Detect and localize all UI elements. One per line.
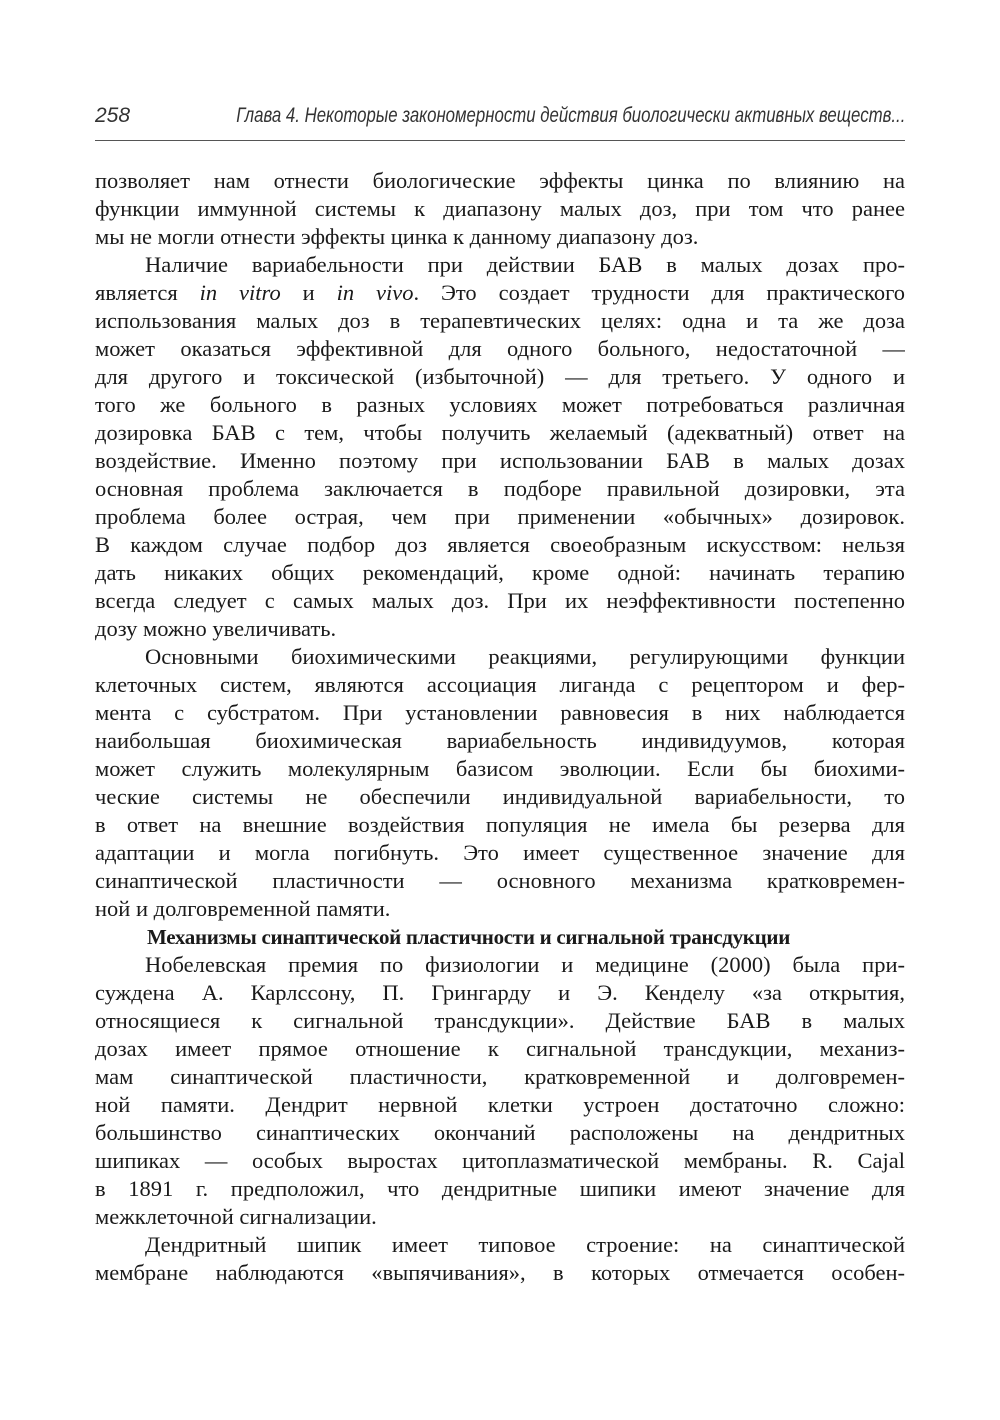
paragraph: [95, 1231, 905, 1287]
text-line: воздействие. Именно поэтому при использовании БАВ в малых дозах: [95, 448, 905, 473]
text-span: является: [95, 280, 200, 305]
text-line: того же больного в разных условиях может потребоваться различная: [95, 392, 905, 417]
page-body: [95, 167, 905, 1287]
text-line: дать никаких общих рекомендаций, кроме одной: начинать терапию: [95, 560, 905, 585]
page-number: 258: [95, 104, 131, 127]
text-line: проблема более острая, чем при применении «обычных» дозировок.: [95, 504, 905, 529]
italic-term: in vivo: [336, 280, 414, 305]
paragraph: [95, 951, 905, 1231]
text-line: клеточных систем, являются ассоциация лиганда с рецептором и фер-: [95, 672, 905, 697]
text-line: в ответ на внешние воздействия популяция не имела бы резерва для: [95, 812, 905, 837]
text-line: межклеточной сигнализации.: [95, 1204, 377, 1229]
text-line: [95, 279, 905, 307]
paragraph: [95, 643, 905, 923]
text-line: может служить молекулярным базисом эволюции. Если бы биохими-: [95, 756, 905, 781]
text-line: в 1891 г. предположил, что дендритные шипики имеют значение для: [95, 1176, 905, 1201]
text-line: ной и долговременной памяти.: [95, 896, 391, 921]
text-line: Основными биохимическими реакциями, регулирующими функции: [145, 644, 905, 669]
text-line: наибольшая биохимическая вариабельность индивидуумов, которая: [95, 728, 905, 753]
text-span: и: [280, 280, 337, 305]
text-line: мента с субстратом. При установлении равновесия в них наблюдается: [95, 700, 905, 725]
running-title: Глава 4. Некоторые закономерности действия биологически активных веществ...: [235, 104, 905, 127]
text-line: Механизмы синаптической пластичности и сигнальной трансдукции: [147, 925, 790, 949]
text-line: использования малых доз в терапевтических целях: одна и та же доза: [95, 308, 905, 333]
text-line: основная проблема заключается в подборе правильной дозировки, эта: [95, 476, 905, 501]
text-line: синаптической пластичности — основного механизма кратковремен-: [95, 868, 905, 893]
text-line: адаптации и могла погибнуть. Это имеет существенное значение для: [95, 840, 905, 865]
text-line: функции иммунной системы к диапазону малых доз, при том что ранее: [95, 196, 905, 221]
text-line: мам синаптической пластичности, кратковременной и долговремен-: [95, 1064, 905, 1089]
section-heading: [95, 923, 905, 951]
running-header: [95, 104, 905, 134]
paragraph: [95, 167, 905, 251]
text-line: Нобелевская премия по физиологии и медицине (2000) была при-: [145, 952, 905, 977]
text-line: для другого и токсической (избыточной) — для третьего. У одного и: [95, 364, 905, 389]
paragraph: [95, 251, 905, 643]
text-line: дозах имеет прямое отношение к сигнальной трансдукции, механиз-: [95, 1036, 905, 1061]
text-line: дозировка БАВ с тем, чтобы получить желаемый (адекватный) ответ на: [95, 420, 905, 445]
text-line: мы не могли отнести эффекты цинка к данному диапазону доз.: [95, 224, 699, 249]
text-line: ческие системы не обеспечили индивидуальной вариабельности, то: [95, 784, 905, 809]
text-line: дозу можно увеличивать.: [95, 616, 337, 641]
text-line: суждена А. Карлссону, П. Грингарду и Э. Кенделу «за открытия,: [95, 980, 905, 1005]
text-span: . Это создает трудности для практического: [413, 280, 905, 305]
text-line: Дендритный шипик имеет типовое строение: на синаптической: [145, 1232, 905, 1257]
text-line: позволяет нам отнести биологические эффекты цинка по влиянию на: [95, 168, 905, 193]
text-line: ной памяти. Дендрит нервной клетки устроен достаточно сложно:: [95, 1092, 905, 1117]
text-line: Наличие вариабельности при действии БАВ в малых дозах про-: [145, 252, 905, 277]
text-line: мембране наблюдаются «выпячивания», в которых отмечается особен-: [95, 1260, 905, 1285]
italic-term: in vitro: [199, 280, 281, 305]
text-line: шипиках — особых выростах цитоплазматической мембраны. R. Cajal: [95, 1148, 905, 1173]
text-line: В каждом случае подбор доз является своеобразным искусством: нельзя: [95, 532, 905, 557]
text-line: большинство синаптических окончаний расположены на дендритных: [95, 1120, 905, 1145]
text-line: всегда следует с самых малых доз. При их неэффективности постепенно: [95, 588, 905, 613]
text-line: может оказаться эффективной для одного больного, недостаточной —: [95, 336, 905, 361]
text-line: относящиеся к сигнальной трансдукции». Действие БАВ в малых: [95, 1008, 905, 1033]
header-divider: [95, 140, 905, 141]
